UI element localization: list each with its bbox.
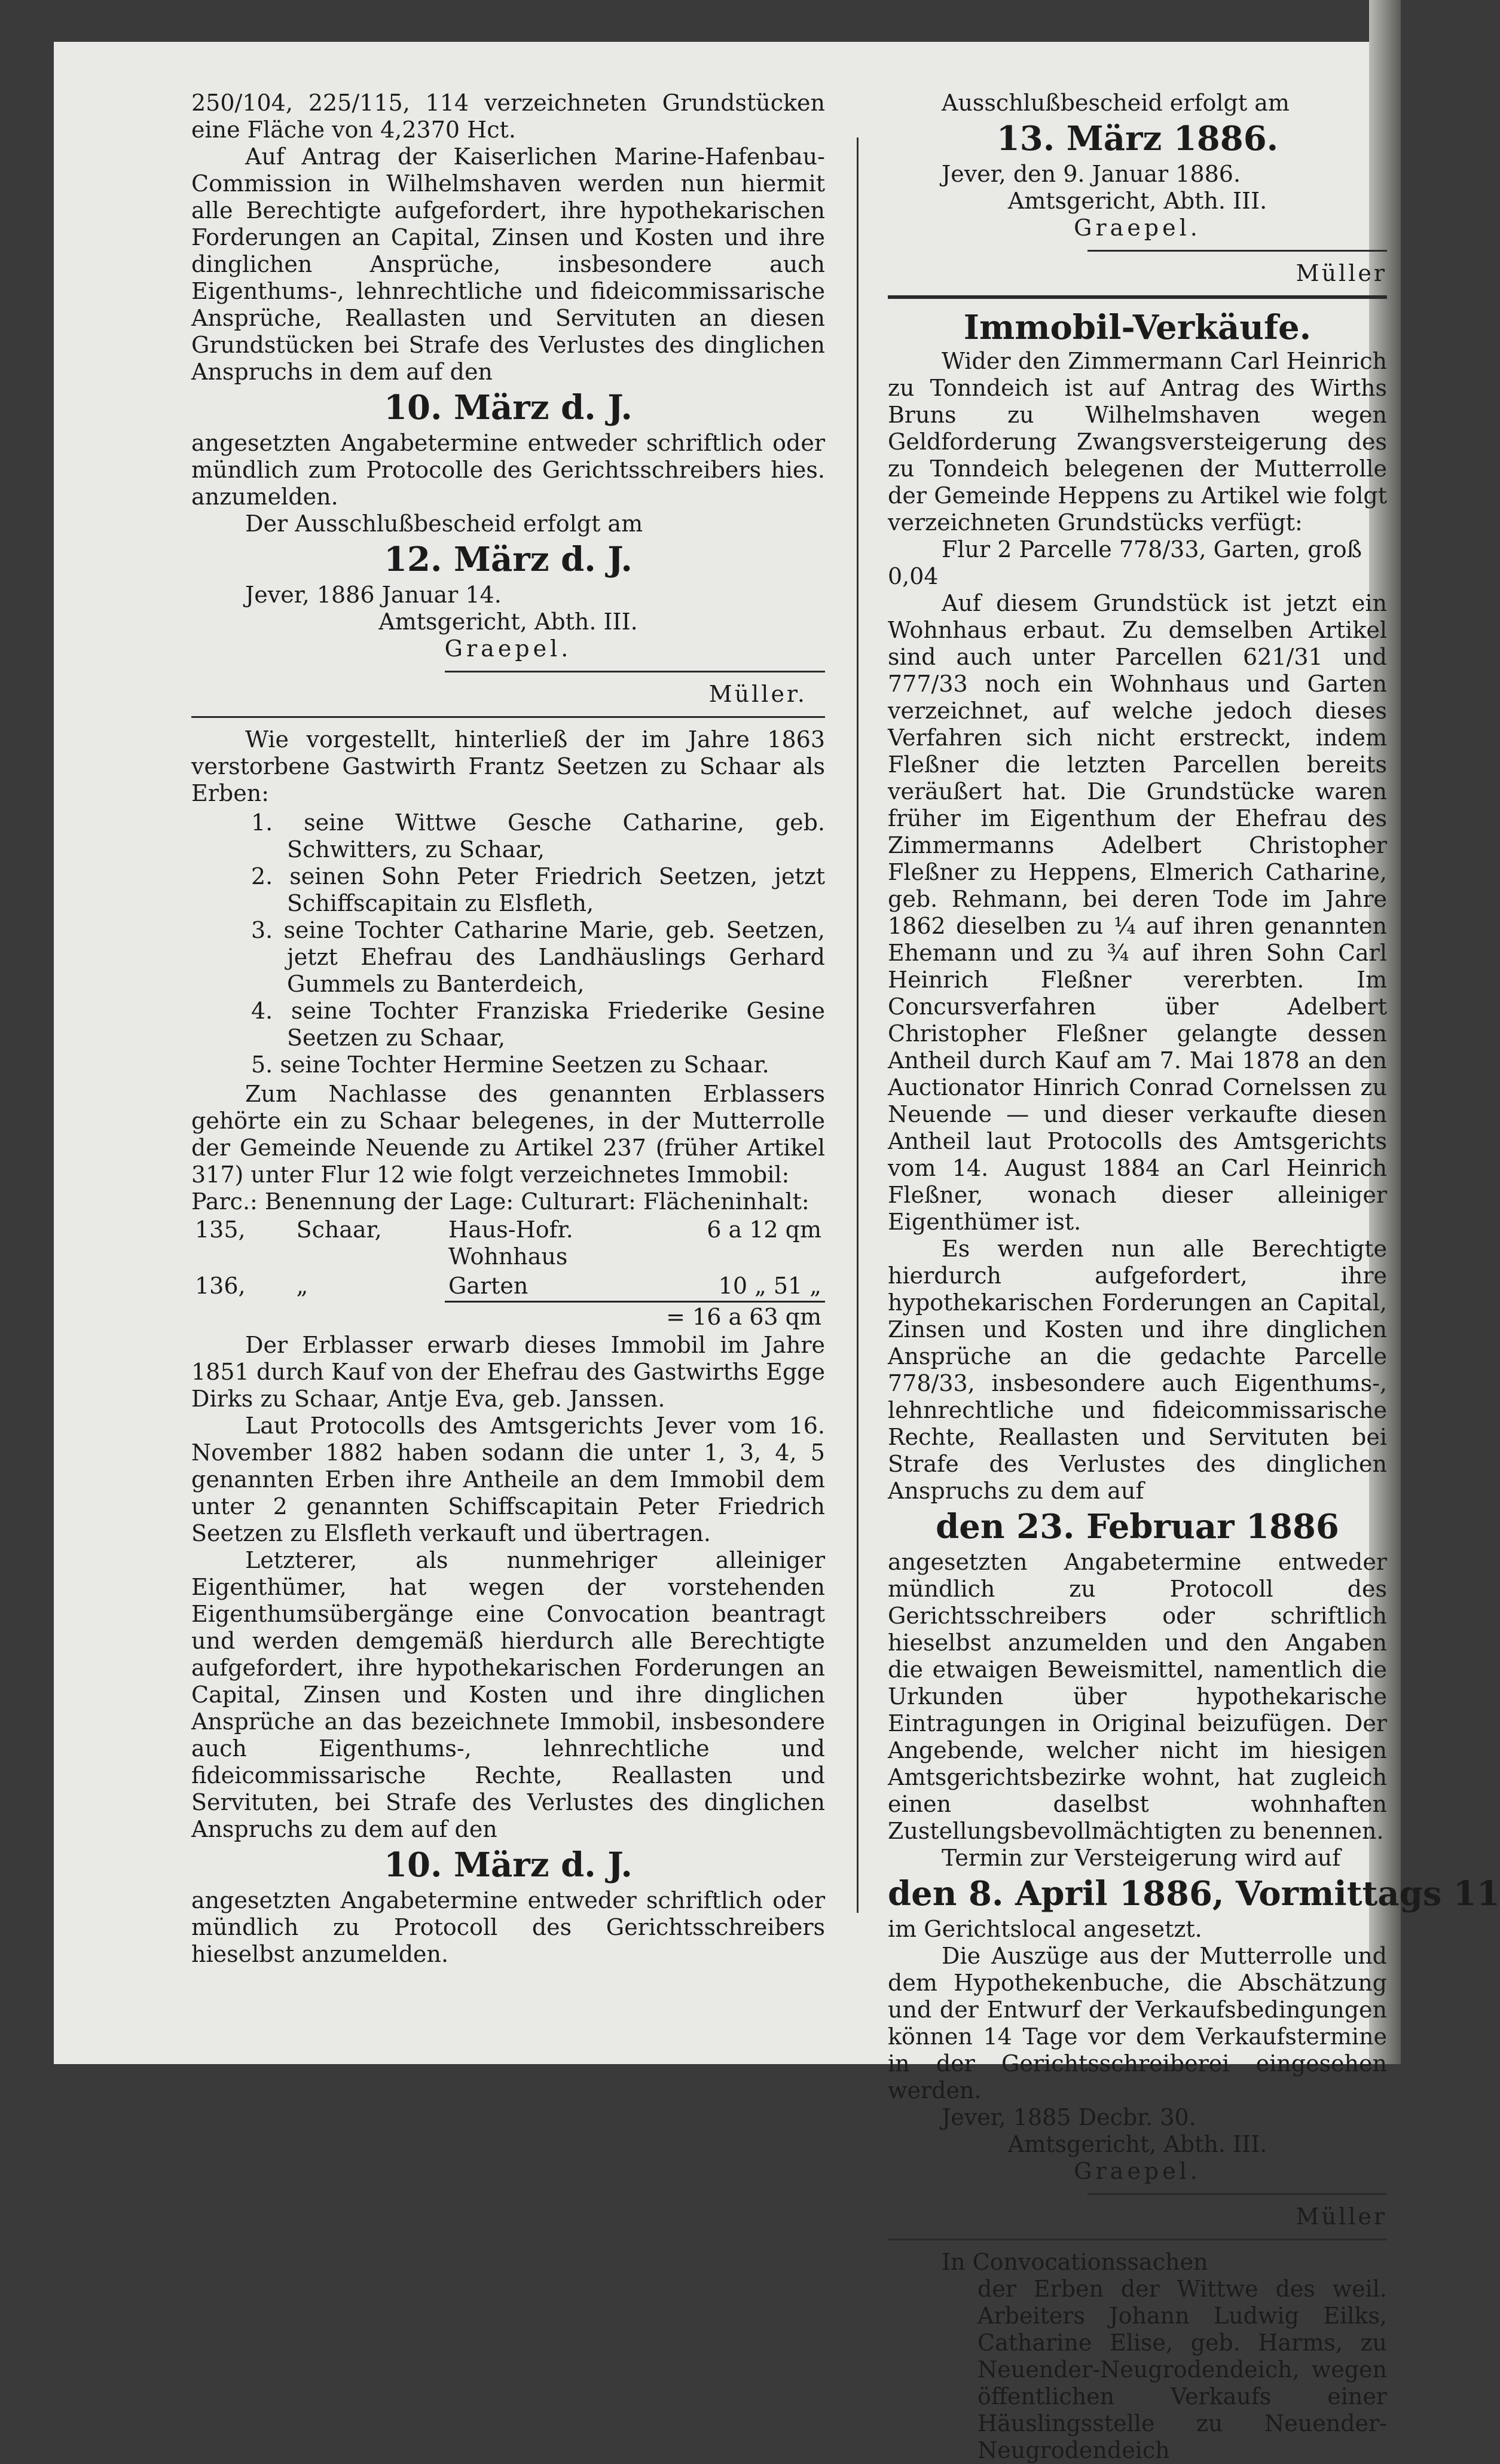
column-divider — [857, 137, 859, 1913]
clerk-signature: Müller — [1296, 260, 1387, 286]
paragraph: Es werden nun alle Berechtigte hierdurch aufgefordert, ihre hypothekarischen Forderungen an Capital, Zinsen und Kosten und ihre dinglichen Ansprüche an die gedachte Parcelle 778/33, insbesondere auch Eigenthums-, lehnrechtliche und fideicommissarische Rechte, Reallasten und Servituten bei Strafe des Verlustes des dinglichen Anspruchs zu dem auf — [888, 1236, 1387, 1504]
table-total: = 16 a 63 qm — [445, 1302, 825, 1332]
paragraph: Termin zur Versteigerung wird auf — [942, 1845, 1341, 1871]
divider — [445, 671, 825, 672]
auction-date: den 8. April 1886, Vormittags 11 — [888, 1874, 1500, 1913]
paragraph: Letzterer, als nunmehriger alleiniger Eigenthümer, hat wegen der vorstehenden Eigenthumsübergänge eine Convocation beantragt und werden demgemäß hierdurch alle Berechtigte aufgefordert, ihre hypothekarischen Forderungen an Capital, Zinsen und Kosten und ihre dinglichen Ansprüche an das bezeichnete Immobil, insbesondere auch Eigenthums-, lehnrechtliche und fideicommissarische Rechte, Reallasten und Servituten, bei Strafe des Verlustes des dinglichen Anspruchs zu dem auf den — [191, 1547, 825, 1842]
paragraph: Auf Antrag der Kaiserlichen Marine-Hafenbau-Commission in Wilhelmshaven werden nun hiermit alle Berechtigte aufgefordert, ihre hypothekarischen Forderungen an Capital, Zinsen und Kosten und ihre dinglichen Ansprüche, insbesondere auch Eigenthums-, lehnrechtliche und fideicommissarische Ansprüche, Reallasten und Servituten an diesen Grundstücken bei Strafe des Verlustes des dinglichen Anspruchs in dem auf den — [191, 143, 825, 385]
deadline-date: 12. März d. J. — [384, 540, 633, 579]
paragraph: Die Auszüge aus der Mutterrolle und dem Hypothekenbuche, die Abschätzung und der Entwurf der Verkaufsbedingungen können 14 Tage vor dem Verkaufstermine in der Gerichtsschreiberei eingesehen werden. — [888, 1943, 1387, 2104]
paragraph: Ausschlußbescheid erfolgt am — [942, 90, 1290, 116]
left-column — [191, 90, 825, 1968]
paragraph: angesetzten Angabetermine entweder schriftlich oder mündlich zu Protocoll des Gerichtsschreibers hieselbst anzumelden. — [191, 1887, 825, 1967]
parcel-table — [191, 1215, 825, 1332]
paragraph: der Erben der Wittwe des weil. Arbeiters Johann Ludwig Eilks, Catharine Elise, geb. Harms, zu Neuender-Neugrodendeich, wegen öffentlichen Verkaufs einer Häuslingsstelle zu Neuender-Neugrodendeich — [977, 2276, 1387, 2463]
divider — [888, 2239, 1387, 2240]
paragraph: Wider den Zimmermann Carl Heinrich zu Tonndeich ist auf Antrag des Wirths Bruns zu Wilhelmshaven wegen Geldforderung Zwangsversteigerung des zu Tonndeich belegenen der Mutterrolle der Gemeinde Heppens zu Artikel wie folgt verzeichneten Grundstücks verfügt: — [888, 348, 1387, 536]
deadline-date: 10. März d. J. — [384, 388, 633, 427]
paragraph: angesetzten Angabetermine entweder mündlich zu Protocoll des Gerichtsschreibers oder schriftlich hieselbst anzumelden und den Angaben die etwaigen Beweismittel, namentlich die Urkunden über hypothekarische Eintragungen in Original beizufügen. Der Angebende, welcher nicht im hiesigen Amtsgerichtsbezirke wohnt, hat zugleich einen daselbst wohnhaften Zustellungsbevollmächtigten zu benennen. — [888, 1549, 1387, 1844]
clerk-signature: Müller — [1296, 2203, 1387, 2230]
section-title: Immobil-Verkäufe. — [963, 308, 1312, 347]
table-cell: 10 „ 51 „ — [718, 1273, 821, 1299]
list-item: 3. seine Tochter Catharine Marie, geb. Seetzen, jetzt Ehefrau des Landhäuslings Gerhard Gummels zu Banterdeich, — [251, 917, 825, 997]
judge-signature: Graepel. — [444, 635, 572, 662]
paragraph: im Gerichtslocal angesetzt. — [888, 1916, 1202, 1942]
deadline-date: den 23. Februar 1886 — [936, 1507, 1339, 1546]
place-date: Jever, 1886 Januar 14. — [245, 582, 502, 608]
parcel-line: Flur 2 Parcelle 778/33, Garten, groß 0,04 — [888, 536, 1362, 589]
table-cell: 136, — [195, 1273, 246, 1299]
divider — [1087, 2193, 1387, 2195]
list-item: 2. seinen Sohn Peter Friedrich Seetzen, jetzt Schiffscapitain zu Elsfleth, — [251, 863, 825, 916]
table-row — [191, 1271, 825, 1302]
paragraph: Der Erblasser erwarb dieses Immobil im Jahre 1851 durch Kauf von der Ehefrau des Gastwirths Egge Dirks zu Schaar, Antje Eva, geb. Janssen. — [191, 1332, 825, 1412]
table-header: Parc.: Benennung der Lage: Culturart: Flächeninhalt: — [191, 1188, 809, 1215]
divider — [1087, 250, 1387, 252]
paragraph: Laut Protocolls des Amtsgerichts Jever vom 16. November 1882 haben sodann die unter 1, 3, 4, 5 genannten Erben ihre Antheile an dem Immobil dem unter 2 genannten Schiffscapitain Peter Friedrich Seetzen zu Elsfleth verkauft und übertragen. — [191, 1413, 825, 1546]
judge-signature: Graepel. — [1074, 2158, 1201, 2184]
table-cell: Haus-Hofr. Wohnhaus — [448, 1216, 573, 1270]
court-name: Amtsgericht, Abth. III. — [1007, 188, 1267, 214]
deadline-date: 10. März d. J. — [384, 1845, 633, 1885]
paragraph: Der Ausschlußbescheid erfolgt am — [245, 510, 643, 537]
paragraph: Wie vorgestellt, hinterließ der im Jahre 1863 verstorbene Gastwirth Frantz Seetzen zu Schaar als Erben: — [191, 726, 825, 806]
divider — [191, 716, 825, 718]
list-item: 5. seine Tochter Hermine Seetzen zu Schaar. — [251, 1051, 769, 1078]
paragraph: 250/104, 225/115, 114 verzeichneten Grundstücken eine Fläche von 4,2370 Hct. — [191, 90, 825, 143]
clerk-signature: Müller. — [708, 681, 807, 707]
deadline-date: 13. März 1886. — [996, 119, 1279, 158]
list-item: 4. seine Tochter Franziska Friederike Gesine Seetzen zu Schaar, — [251, 998, 825, 1051]
place-date: Jever, 1885 Decbr. 30. — [942, 2104, 1196, 2130]
table-cell: Garten — [448, 1273, 528, 1299]
divider — [888, 295, 1387, 299]
paragraph: In Convocationssachen — [942, 2249, 1208, 2275]
paragraph: Auf diesem Grundstück ist jetzt ein Wohnhaus erbaut. Zu demselben Artikel sind auch unter Parcellen 621/31 und 777/33 noch ein Wohnhaus und Garten verzeichnet, auf welche jedoch dieses Verfahren sich nicht erstreckt, indem Fleßner die letzten Parcellen bereits veräußert hat. Die Grundstücke waren früher im Eigenthum der Ehefrau des Zimmermanns Adelbert Christopher Fleßner zu Heppens, Elmerich Catharine, geb. Rehmann, bei deren Tode im Jahre 1862 dieselben zu ¼ auf ihren genannten Ehemann und zu ¾ auf ihren Sohn Carl Heinrich Fleßner vererbten. Im Concursverfahren über Adelbert Christopher Fleßner gelangte dessen Antheil durch Kauf am 7. Mai 1878 an den Auctionator Hinrich Conrad Cornelssen zu Neuende — und dieser verkaufte diesen Antheil laut Protocolls des Amtsgerichts vom 14. August 1884 an Carl Heinrich Fleßner, wonach dieser alleiniger Eigenthümer ist. — [888, 590, 1387, 1235]
paragraph: Zum Nachlasse des genannten Erblassers gehörte ein zu Schaar belegenes, in der Mutterrolle der Gemeinde Neuende zu Artikel 237 (früher Artikel 317) unter Flur 12 wie folgt verzeichnetes Immobil: — [191, 1081, 825, 1188]
judge-signature: Graepel. — [1074, 215, 1201, 241]
court-name: Amtsgericht, Abth. III. — [1007, 2131, 1267, 2157]
right-column — [888, 90, 1500, 2464]
court-name: Amtsgericht, Abth. III. — [378, 609, 638, 635]
place-date: Jever, den 9. Januar 1886. — [942, 161, 1241, 187]
table-cell: 135, — [195, 1216, 246, 1243]
table-cell: 6 a 12 qm — [707, 1216, 821, 1243]
paragraph: angesetzten Angabetermine entweder schriftlich oder mündlich zum Protocolle des Gerichtsschreibers hies. anzumelden. — [191, 430, 825, 510]
table-row — [191, 1215, 825, 1271]
table-cell: „ — [296, 1273, 308, 1299]
heirs-list — [191, 809, 825, 1078]
list-item: 1. seine Wittwe Gesche Catharine, geb. Schwitters, zu Schaar, — [251, 809, 825, 863]
table-row — [191, 1302, 825, 1332]
table-cell: Schaar, — [296, 1216, 382, 1243]
